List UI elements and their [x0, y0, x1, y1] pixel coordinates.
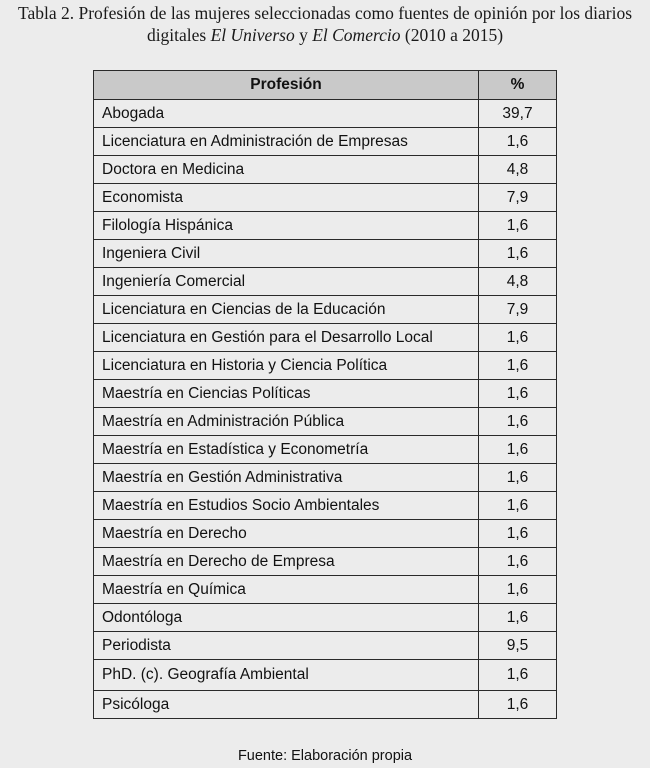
- percent-cell: 1,6: [479, 380, 557, 408]
- source-note: Fuente: Elaboración propia: [237, 748, 413, 764]
- table-row: [94, 100, 557, 128]
- percent-cell: 1,6: [479, 352, 557, 380]
- percent-cell: 1,6: [479, 436, 557, 464]
- percent-cell: 1,6: [479, 128, 557, 156]
- profession-cell: Doctora en Medicina: [94, 156, 479, 184]
- percent-cell: 1,6: [479, 212, 557, 240]
- percent-cell: 9,5: [479, 632, 557, 660]
- percent-cell: 7,9: [479, 296, 557, 324]
- percent-cell: 1,6: [479, 520, 557, 548]
- column-header-percent: %: [479, 71, 557, 100]
- percent-cell: 1,6: [479, 576, 557, 604]
- table-row: [94, 660, 557, 691]
- table-row: [94, 604, 557, 632]
- percent-cell: 1,6: [479, 492, 557, 520]
- table-row: [94, 380, 557, 408]
- profession-cell: Licenciatura en Gestión para el Desarrollo Local: [94, 324, 479, 352]
- profession-cell: Psicóloga: [94, 691, 479, 719]
- table-row: [94, 632, 557, 660]
- caption-line-2: [0, 24, 650, 46]
- newspaper-name: El Comercio: [312, 25, 401, 45]
- table-row: [94, 548, 557, 576]
- table-row: [94, 240, 557, 268]
- profession-cell: Maestría en Derecho: [94, 520, 479, 548]
- profession-cell: Maestría en Gestión Administrativa: [94, 464, 479, 492]
- caption-suffix: (2010 a 2015): [400, 25, 504, 45]
- percent-cell: 1,6: [479, 408, 557, 436]
- profession-cell: Ingeniera Civil: [94, 240, 479, 268]
- caption-conjunction: y: [294, 25, 313, 45]
- profession-cell: Licenciatura en Administración de Empresas: [94, 128, 479, 156]
- table-row: [94, 212, 557, 240]
- table-row: [94, 296, 557, 324]
- percent-cell: 1,6: [479, 240, 557, 268]
- profession-cell: Periodista: [94, 632, 479, 660]
- table-body: [94, 100, 557, 719]
- profession-cell: Maestría en Estadística y Econometría: [94, 436, 479, 464]
- caption-line-1: Tabla 2. Profesión de las mujeres seleccionadas como fuentes de opinión por los diarios: [17, 3, 633, 23]
- profession-table: [93, 70, 557, 719]
- percent-cell: 1,6: [479, 660, 557, 691]
- percent-cell: 1,6: [479, 604, 557, 632]
- profession-cell: Licenciatura en Ciencias de la Educación: [94, 296, 479, 324]
- percent-cell: 39,7: [479, 100, 557, 128]
- table-row: [94, 184, 557, 212]
- table-row: [94, 156, 557, 184]
- percent-cell: 7,9: [479, 184, 557, 212]
- profession-cell: Maestría en Estudios Socio Ambientales: [94, 492, 479, 520]
- table-row: [94, 128, 557, 156]
- percent-cell: 4,8: [479, 268, 557, 296]
- table-row: [94, 492, 557, 520]
- percent-cell: 1,6: [479, 464, 557, 492]
- percent-cell: 1,6: [479, 691, 557, 719]
- profession-cell: Maestría en Ciencias Políticas: [94, 380, 479, 408]
- table-row: [94, 324, 557, 352]
- profession-cell: Maestría en Química: [94, 576, 479, 604]
- table-row: [94, 352, 557, 380]
- profession-cell: Odontóloga: [94, 604, 479, 632]
- newspaper-name: El Universo: [210, 25, 295, 45]
- percent-cell: 1,6: [479, 548, 557, 576]
- column-header-profession: Profesión: [94, 71, 479, 100]
- table-row: [94, 691, 557, 719]
- profession-cell: Economista: [94, 184, 479, 212]
- caption-prefix: digitales: [146, 25, 211, 45]
- table-header-row: [94, 71, 557, 100]
- table-caption: [0, 2, 650, 46]
- profession-cell: Maestría en Administración Pública: [94, 408, 479, 436]
- table-row: [94, 576, 557, 604]
- percent-cell: 1,6: [479, 324, 557, 352]
- profession-cell: Ingeniería Comercial: [94, 268, 479, 296]
- profession-cell: Filología Hispánica: [94, 212, 479, 240]
- profession-cell: Maestría en Derecho de Empresa: [94, 548, 479, 576]
- profession-cell: PhD. (c). Geografía Ambiental: [94, 660, 479, 691]
- profession-cell: Licenciatura en Historia y Ciencia Política: [94, 352, 479, 380]
- profession-cell: Abogada: [94, 100, 479, 128]
- table-row: [94, 464, 557, 492]
- table-row: [94, 436, 557, 464]
- table-row: [94, 268, 557, 296]
- table-row: [94, 408, 557, 436]
- percent-cell: 4,8: [479, 156, 557, 184]
- table-row: [94, 520, 557, 548]
